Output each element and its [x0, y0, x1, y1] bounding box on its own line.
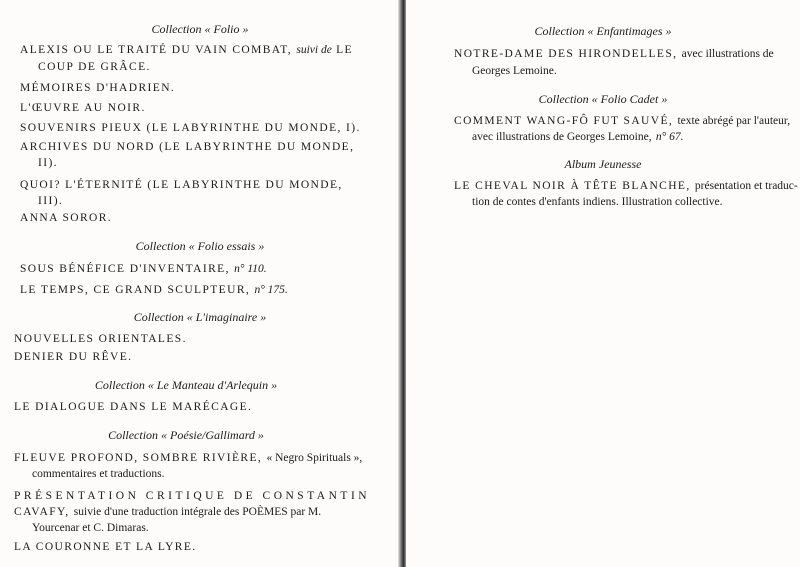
- list-item: [454, 178, 798, 195]
- list-item-cont: III).: [38, 195, 64, 207]
- book-note: présentation et traduc-: [694, 180, 798, 192]
- list-item-cont: II).: [38, 157, 58, 169]
- book-note: suivie d'une traduction intégrale des POÈMES par M.: [73, 506, 322, 518]
- collection-heading-enfantimages: Collection « Enfantimages »: [534, 24, 672, 38]
- book-title-cont: LE: [336, 44, 353, 56]
- collection-heading-imaginaire: Collection « L'imaginaire »: [133, 310, 267, 324]
- list-item: [20, 261, 267, 278]
- book-title: CAVAFY,: [14, 506, 70, 518]
- list-item-cont: commentaires et traductions.: [32, 468, 165, 480]
- collection-heading-folio-cadet: Collection « Folio Cadet »: [538, 92, 668, 106]
- list-item: LE DIALOGUE DANS LE MARÉCAGE.: [14, 401, 253, 413]
- book-title: FLEUVE PROFOND, SOMBRE RIVIÈRE,: [14, 452, 263, 464]
- list-item-cont: tion de contes d'enfants indiens. Illustration collective.: [472, 196, 723, 208]
- list-item: L'ŒUVRE AU NOIR.: [20, 102, 146, 114]
- collection-heading-poesie: Collection « Poésie/Gallimard »: [108, 428, 264, 442]
- list-item: ARCHIVES DU NORD (LE LABYRINTHE DU MONDE,: [20, 141, 355, 153]
- list-item: [454, 113, 790, 130]
- collection-heading-folio: Collection « Folio »: [151, 22, 249, 36]
- book-title: LE CHEVAL NOIR À TÊTE BLANCHE,: [454, 180, 691, 192]
- book-note: avec illustrations de: [681, 48, 774, 60]
- list-item-cont: COUP DE GRÂCE.: [38, 61, 151, 73]
- list-item: NOUVELLES ORIENTALES.: [14, 333, 187, 345]
- series-number: n° 175.: [254, 284, 288, 296]
- list-item: PRÉSENTATION CRITIQUE DE CONSTANTIN: [14, 490, 371, 502]
- book-title: ALEXIS OU LE TRAITÉ DU VAIN COMBAT,: [20, 44, 293, 56]
- series-number: n° 110.: [234, 263, 267, 275]
- list-item-cont: avec illustrations de Georges Lemoine, n° 67.: [472, 131, 684, 143]
- book-title: LE TEMPS, CE GRAND SCULPTEUR,: [20, 284, 251, 296]
- collection-heading-folio-essais: Collection « Folio essais »: [135, 239, 265, 253]
- series-number: n° 67.: [655, 131, 684, 143]
- list-item: SOUVENIRS PIEUX (LE LABYRINTHE DU MONDE, I).: [20, 122, 361, 134]
- right-page: [406, 0, 800, 567]
- list-item-cont: Georges Lemoine.: [472, 65, 557, 77]
- list-item: [20, 42, 353, 59]
- collection-heading-album-jeunesse: Album Jeunesse: [564, 157, 642, 171]
- book-title: COMMENT WANG-FÔ FUT SAUVÉ,: [454, 115, 674, 127]
- book-title: NOTRE-DAME DES HIRONDELLES,: [454, 48, 678, 60]
- list-item-cont: [14, 504, 321, 521]
- list-item: DENIER DU RÊVE.: [14, 351, 133, 363]
- list-item: [14, 450, 362, 467]
- list-item: ANNA SOROR.: [20, 212, 113, 224]
- list-item: LA COURONNE ET LA LYRE.: [14, 541, 197, 553]
- list-item: MÉMOIRES D'HADRIEN.: [20, 82, 176, 94]
- list-item: QUOI? L'ÉTERNITÉ (LE LABYRINTHE DU MONDE,: [20, 179, 343, 191]
- book-note: « Negro Spirituals »,: [266, 452, 363, 464]
- book-title-note: suivi de: [296, 44, 332, 56]
- list-item: [454, 46, 774, 63]
- list-item-cont: Yourcenar et C. Dimaras.: [32, 522, 149, 534]
- book-title: SOUS BÉNÉFICE D'INVENTAIRE,: [20, 263, 230, 275]
- list-item: [20, 282, 288, 299]
- collection-heading-manteau: Collection « Le Manteau d'Arlequin »: [94, 378, 278, 392]
- book-note: texte abrégé par l'auteur,: [677, 115, 791, 127]
